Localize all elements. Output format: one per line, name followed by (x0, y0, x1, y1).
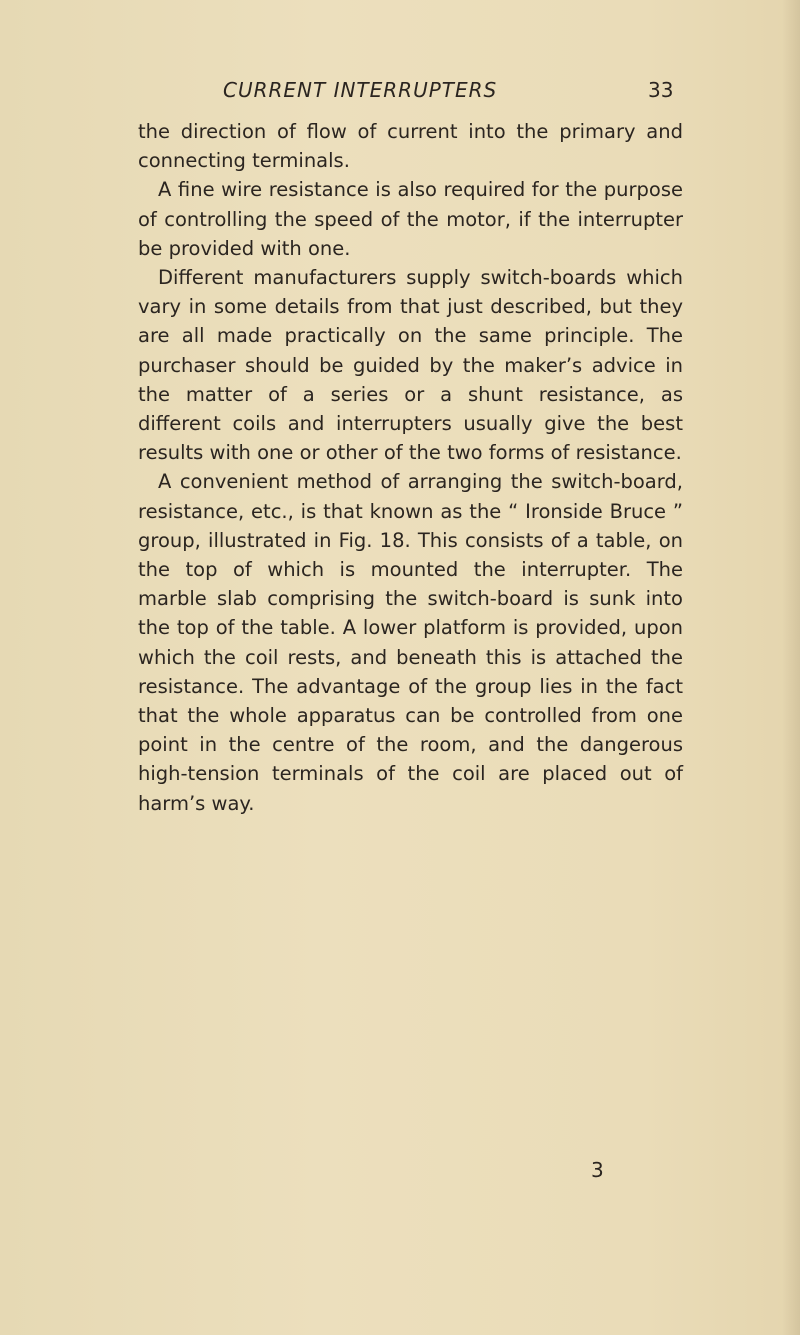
paragraph-2: A fine wire resistance is also required for the purpose of controlling the speed of the motor, if the interrupter be provided with one. (138, 178, 683, 260)
paragraph-4: A convenient method of arranging the switch-board, resistance, etc., is that known as the “ Ironside Bruce ” group, illustrated in Fig. 18. This consists of a table, on the top of which is mounted the interrupter. The marble slab comprising the switch-board is sunk into the top of the table. A lower platform is provided, upon which the coil rests, and beneath this is attached the resistance. The advantage of the group lies in the fact that the whole apparatus can be controlled from one point in the centre of the room, and the dangerous high-tension terminals of the coil are placed out of harm’s way. (138, 470, 683, 815)
running-title: CURRENT INTERRUPTERS (223, 78, 498, 102)
page-number: 33 (648, 78, 674, 102)
page-edge-shadow (782, 0, 800, 1335)
signature-mark: 3 (591, 1158, 604, 1182)
body-text (138, 117, 683, 818)
paragraph-1: the direction of flow of current into the primary and connecting terminals. (138, 120, 683, 173)
paragraph-3: Different manufacturers supply switch-boards which vary in some details from that just described, but they are all made practically on the same principle. The purchaser should be guided by the maker’s advice in the matter of a series or a shunt resistance, as different coils and interrupters usually give the best results with one or other of the two forms of resistance. (138, 266, 683, 465)
running-head (0, 78, 800, 118)
